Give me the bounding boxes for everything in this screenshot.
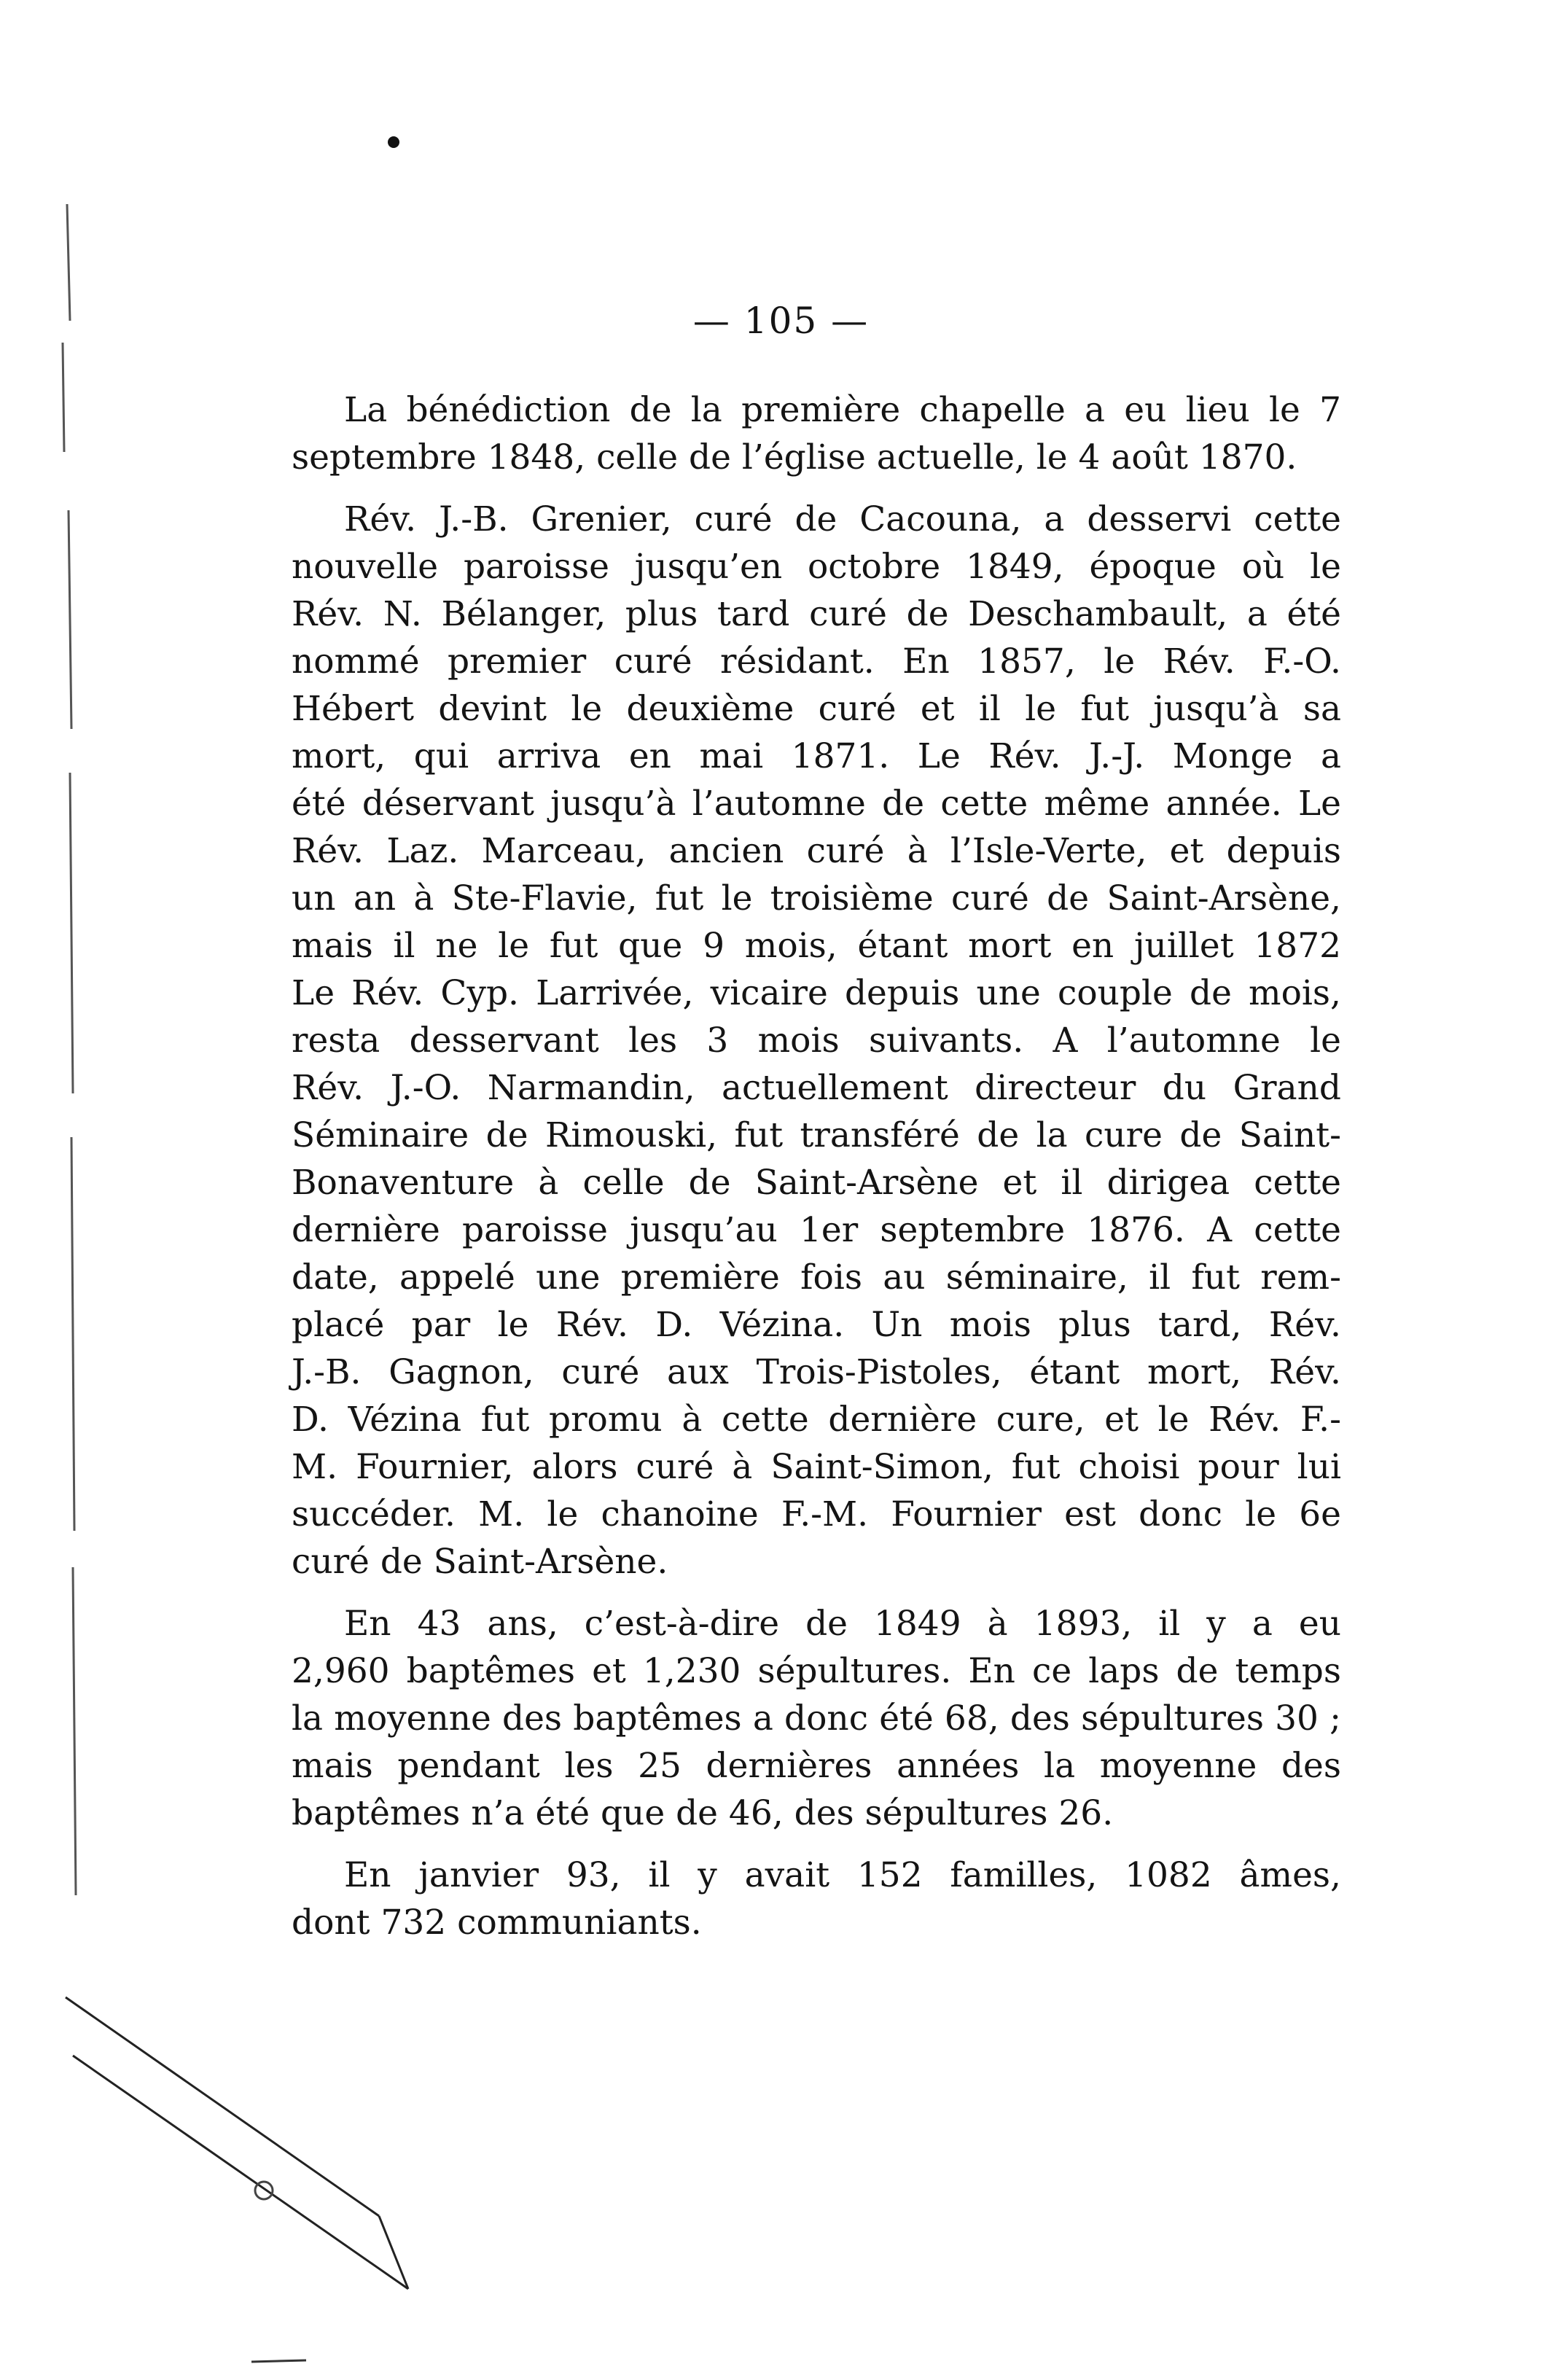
text-line: placé par le Rév. D. Vézina. Un mois plus tard, Rév.	[292, 1305, 1341, 1345]
text-line: baptêmes n’a été que de 46, des sépultures 26.	[292, 1793, 1114, 1833]
paragraph	[292, 496, 1341, 1585]
text-line: Rév. Laz. Marceau, ancien curé à l’Isle-Verte, et depuis	[292, 831, 1341, 871]
left-margin-scan-lines	[63, 204, 76, 1895]
text-line: dernière paroisse jusqu’au 1er septembre 1876. A cette	[292, 1210, 1341, 1250]
text-line: D. Vézina fut promu à cette dernière cure, et le Rév. F.-	[292, 1400, 1341, 1440]
text-line: été déservant jusqu’à l’automne de cette même année. Le	[292, 784, 1341, 824]
corner-fold-lines	[66, 1997, 408, 2289]
text-line: curé de Saint-Arsène.	[292, 1542, 668, 1582]
text-line: septembre 1848, celle de l’église actuelle, le 4 août 1870.	[292, 437, 1297, 477]
text-line: succéder. M. le chanoine F.-M. Fournier est donc le 6e	[292, 1494, 1341, 1534]
text-line: mais pendant les 25 dernières années la moyenne des	[292, 1746, 1341, 1786]
text-line: Rév. J.-B. Grenier, curé de Cacouna, a desservi cette	[344, 499, 1341, 539]
body-text	[292, 386, 1341, 1961]
text-line: J.-B. Gagnon, curé aux Trois-Pistoles, étant mort, Rév.	[292, 1352, 1341, 1392]
ring-mark	[255, 2182, 273, 2199]
text-line: dont 732 communiants.	[292, 1903, 702, 1943]
text-line: M. Fournier, alors curé à Saint-Simon, fut choisi pour lui	[292, 1447, 1341, 1487]
text-line: mort, qui arriva en mai 1871. Le Rév. J.-J. Monge a	[292, 736, 1341, 776]
text-line: 2,960 baptêmes et 1,230 sépultures. En ce laps de temps	[292, 1651, 1341, 1691]
text-line: Séminaire de Rimouski, fut transféré de la cure de Saint-	[292, 1115, 1341, 1155]
ink-speck	[388, 136, 399, 148]
text-line: date, appelé une première fois au séminaire, il fut rem-	[292, 1257, 1341, 1298]
text-line: Rév. N. Bélanger, plus tard curé de Deschambault, a été	[292, 594, 1341, 634]
text-line: nouvelle paroisse jusqu’en octobre 1849, époque où le	[292, 547, 1341, 587]
text-line: mais il ne le fut que 9 mois, étant mort en juillet 1872	[292, 926, 1341, 966]
paragraph	[292, 386, 1341, 481]
dash-mark	[251, 2360, 306, 2362]
text-line: Le Rév. Cyp. Larrivée, vicaire depuis une couple de mois,	[292, 973, 1341, 1013]
text-line: la moyenne des baptêmes a donc été 68, des sépultures 30 ;	[292, 1698, 1341, 1739]
page-number: — 105 —	[692, 300, 870, 342]
text-line: Bonaventure à celle de Saint-Arsène et il dirigea cette	[292, 1163, 1341, 1203]
text-line: En janvier 93, il y avait 152 familles, 1082 âmes,	[344, 1855, 1341, 1895]
text-line: La bénédiction de la première chapelle a eu lieu le 7	[344, 390, 1341, 430]
text-line: nommé premier curé résidant. En 1857, le Rév. F.-O.	[292, 641, 1341, 682]
text-line: resta desservant les 3 mois suivants. A l’automne le	[292, 1021, 1341, 1061]
text-line: Hébert devint le deuxième curé et il le fut jusqu’à sa	[292, 689, 1341, 729]
text-line: un an à Ste-Flavie, fut le troisième curé de Saint-Arsène,	[292, 878, 1341, 918]
paragraph	[292, 1852, 1341, 1946]
text-line: Rév. J.-O. Narmandin, actuellement directeur du Grand	[292, 1068, 1341, 1108]
text-line: En 43 ans, c’est-à-dire de 1849 à 1893, il y a eu	[344, 1604, 1341, 1644]
paragraph	[292, 1600, 1341, 1837]
